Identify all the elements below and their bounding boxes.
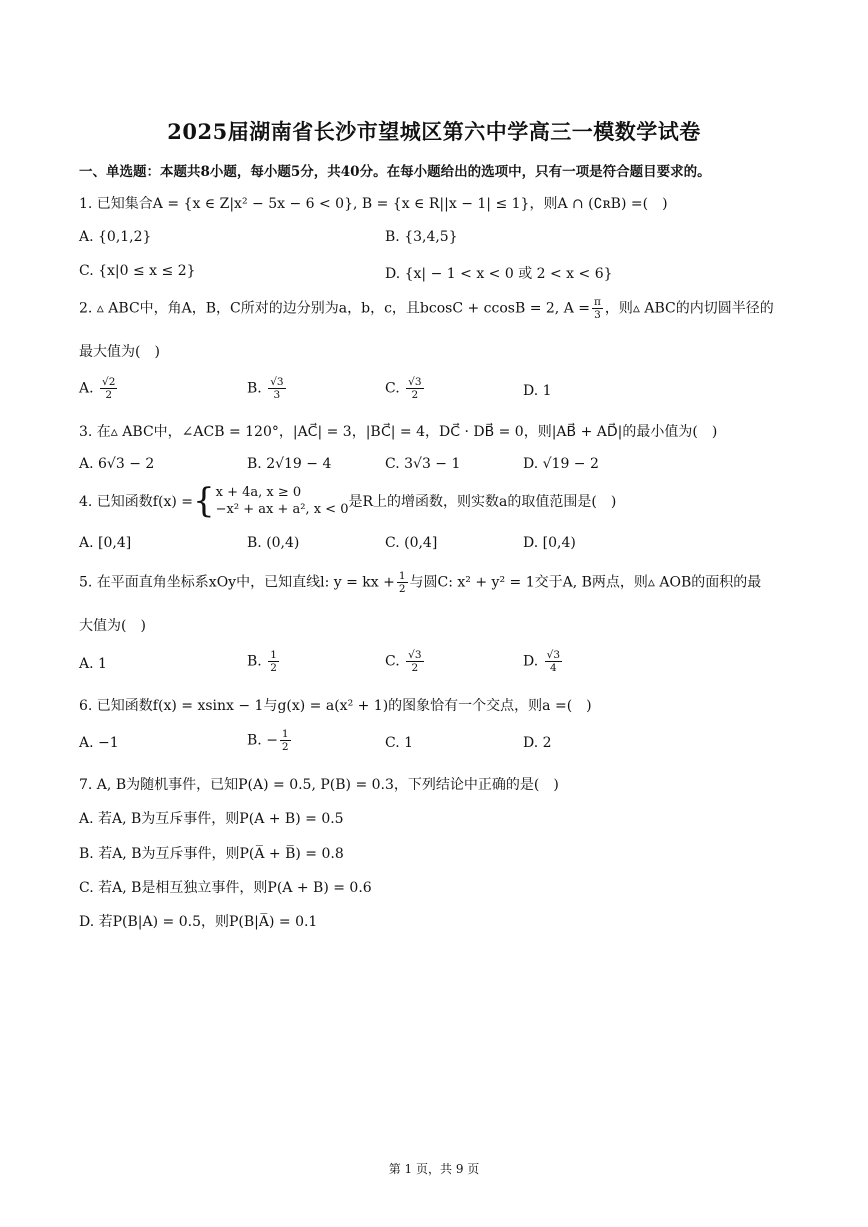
question-6-option-d: D. 2 xyxy=(523,735,552,751)
fraction xyxy=(545,649,562,674)
fraction-numerator: √3 xyxy=(408,649,422,661)
question-7-option-c: C. 若A, B是相互独立事件，则P(A + B) = 0.6 xyxy=(79,880,372,896)
fraction xyxy=(592,296,603,321)
question-4-stem-before: 4. 已知函数f(x) = xyxy=(79,494,193,510)
page-title: 2025届湖南省长沙市望城区第六中学高三一模数学试卷 xyxy=(167,119,701,144)
fraction-numerator: π xyxy=(594,296,601,308)
question-2-option-c xyxy=(385,376,426,401)
question-5-option-c xyxy=(385,649,426,674)
question-3-stem: 3. 在▵ ABC中，∠ACB = 120°，|AC⃗| = 3，|BC⃗| = 4，DC⃗ · DB⃗ = 0，则|AB⃗ + AD⃗|的最小值为( ) xyxy=(79,424,718,440)
question-3-option-c: C. 3√3 − 1 xyxy=(385,456,461,472)
case-1: x + 4a, x ≥ 0 xyxy=(215,485,302,500)
question-6-option-a: A. −1 xyxy=(79,735,119,751)
question-2-stem xyxy=(79,296,774,321)
fraction xyxy=(406,649,423,674)
question-6-stem: 6. 已知函数f(x) = xsinx − 1与g(x) = a(x² + 1)的图象恰有一个交点，则a =( ) xyxy=(79,698,592,714)
fraction xyxy=(397,570,408,595)
option-label: B. xyxy=(247,653,262,670)
question-1-option-a: A. {0,1,2} xyxy=(79,229,152,245)
fraction-numerator: 1 xyxy=(270,649,277,661)
option-label: C. xyxy=(385,653,400,670)
piecewise-function xyxy=(79,481,617,521)
question-2-stem-line2: 最大值为( ) xyxy=(79,344,160,360)
fraction xyxy=(268,376,285,401)
question-5-option-a: A. 1 xyxy=(79,656,107,672)
question-6-option-b xyxy=(247,728,293,753)
question-2-option-b xyxy=(247,376,288,401)
question-4-stem-after: 是R上的增函数，则实数a的取值范围是( ) xyxy=(348,494,617,510)
brace-icon: { xyxy=(193,481,215,521)
question-4-option-c: C. (0,4] xyxy=(385,535,438,551)
question-5-stem-line2: 大值为( ) xyxy=(79,618,146,634)
fraction-numerator: √2 xyxy=(102,376,116,388)
question-2-option-d: D. 1 xyxy=(523,383,552,399)
fraction xyxy=(280,728,291,753)
option-label: B. − xyxy=(247,732,278,749)
page-footer: 第 1 页，共 9 页 xyxy=(388,1162,480,1176)
question-5-option-d xyxy=(523,649,564,674)
option-label: D. xyxy=(523,653,539,670)
piecewise-cases xyxy=(216,484,349,518)
question-4-option-b: B. (0,4) xyxy=(247,535,300,551)
fraction-denominator: 3 xyxy=(594,309,601,321)
fraction-numerator: 1 xyxy=(281,728,289,740)
fraction-denominator: 4 xyxy=(549,662,557,674)
question-5-stem-before: 5. 在平面直角坐标系xOy中，已知直线l: y = kx + xyxy=(79,574,395,591)
question-1-option-c: C. {x|0 ≤ x ≤ 2} xyxy=(79,263,196,279)
question-5-stem-after: 与圆C: x² + y² = 1交于A, B两点，则▵ AOB的面积的最 xyxy=(409,574,762,591)
question-7-option-a: A. 若A, B为互斥事件，则P(A + B) = 0.5 xyxy=(79,811,344,827)
fraction xyxy=(268,649,279,674)
fraction-denominator: 2 xyxy=(281,741,289,753)
question-5-stem xyxy=(79,570,761,595)
question-5-option-b xyxy=(247,649,281,674)
question-1-option-d: D. {x| − 1 < x < 0 或 2 < x < 6} xyxy=(385,266,613,282)
fraction-denominator: 2 xyxy=(270,662,277,674)
fraction-numerator: 1 xyxy=(398,570,406,582)
question-1-option-b: B. {3,4,5} xyxy=(385,229,458,245)
fraction-denominator: 2 xyxy=(411,662,419,674)
fraction-denominator: 3 xyxy=(273,389,281,401)
question-7-option-b: B. 若A, B为互斥事件，则P(A̅ + B̅) = 0.8 xyxy=(79,846,344,862)
question-7-option-d: D. 若P(B|A) = 0.5，则P(B|A̅) = 0.1 xyxy=(79,914,318,930)
option-label: C. xyxy=(385,380,400,397)
fraction xyxy=(406,376,423,401)
question-3-option-d: D. √19 − 2 xyxy=(523,456,599,472)
fraction-denominator: 2 xyxy=(411,389,419,401)
question-4-stem xyxy=(79,481,617,521)
fraction-numerator: √3 xyxy=(270,376,284,388)
question-2-stem-before: 2. ▵ ABC中，角A，B，C所对的边分别为a，b，c，且bcosC + ccosB = 2, A = xyxy=(79,300,590,317)
option-label: A. xyxy=(79,380,94,397)
question-7-stem: 7. A, B为随机事件，已知P(A) = 0.5, P(B) = 0.3，下列结论中正确的是( ) xyxy=(79,777,559,793)
question-2-stem-after: ，则▵ ABC的内切圆半径的 xyxy=(604,300,774,317)
question-3-option-a: A. 6√3 − 2 xyxy=(79,456,155,472)
question-6-option-c: C. 1 xyxy=(385,735,414,751)
question-2-option-a xyxy=(79,376,119,401)
question-4-option-a: A. [0,4] xyxy=(79,535,132,551)
option-label: B. xyxy=(247,380,262,397)
fraction-denominator: 2 xyxy=(398,583,406,595)
section-heading: 一、单选题：本题共8小题，每小题5分，共40分。在每小题给出的选项中，只有一项是符合题目要求的。 xyxy=(79,164,711,180)
fraction-numerator: √3 xyxy=(546,649,561,661)
fraction xyxy=(100,376,117,401)
fraction-numerator: √3 xyxy=(408,376,422,388)
question-1-stem: 1. 已知集合A = {x ∈ Z|x² − 5x − 6 < 0}, B = {x ∈ R||x − 1| ≤ 1}，则A ∩ (∁ʀB) =( ) xyxy=(79,196,668,212)
question-4-option-d: D. [0,4) xyxy=(523,535,576,551)
fraction-denominator: 2 xyxy=(105,389,113,401)
question-3-option-b: B. 2√19 − 4 xyxy=(247,456,332,472)
case-2: −x² + ax + a², x < 0 xyxy=(215,502,349,517)
